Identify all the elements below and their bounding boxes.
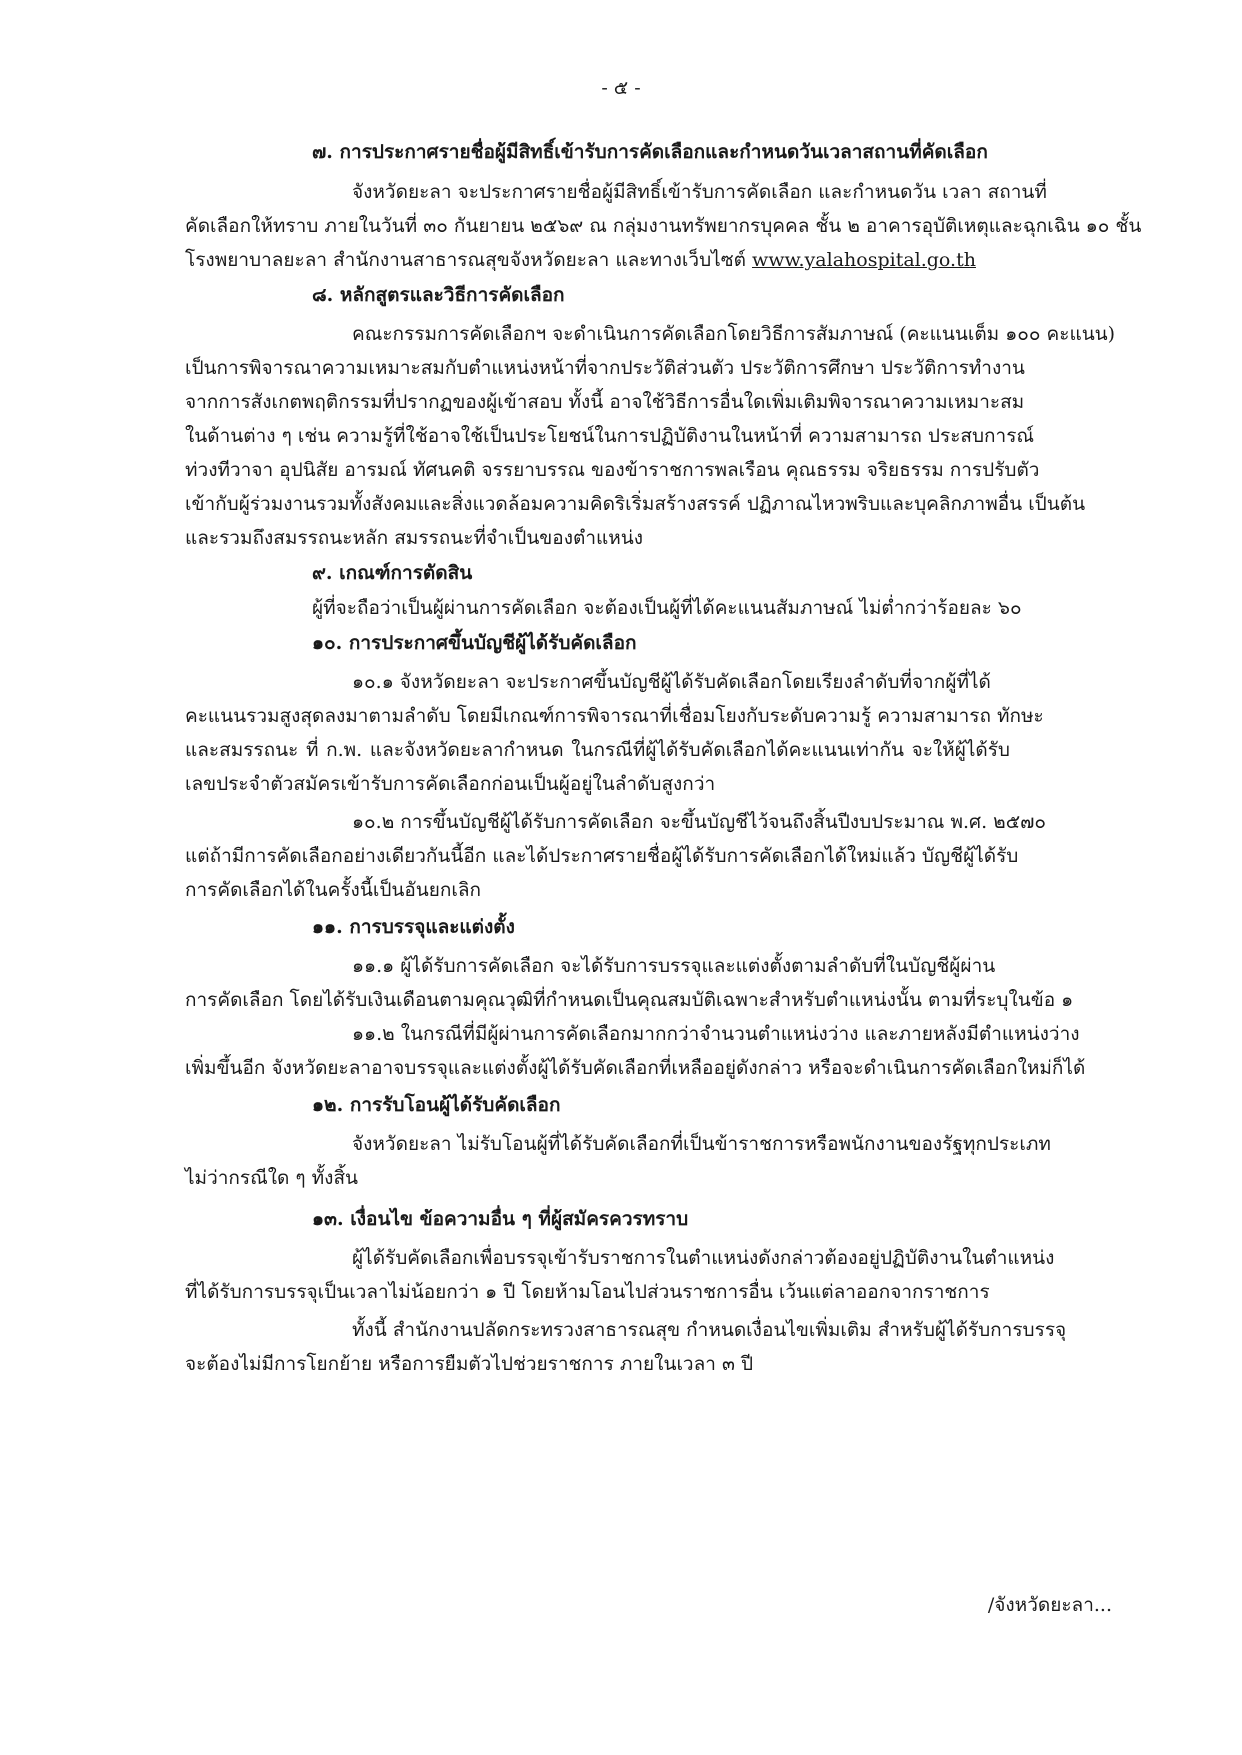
paragraph-line: เป็นการพิจารณาความเหมาะสมกับตำแหน่งหน้าที่จากประวัติส่วนตัว ประวัติการศึกษา ประวัติการทำงาน [185, 357, 1025, 379]
paragraph-line: ท่วงทีวาจา อุปนิสัย อารมณ์ ทัศนคติ จรรยาบรรณ ของข้าราชการพลเรือน คุณธรรม จริยธรรม การปรับตัว [185, 459, 1040, 481]
paragraph-line: เพิ่มขึ้นอีก จังหวัดยะลาอาจบรรจุและแต่งตั้งผู้ได้รับคัดเลือกที่เหลืออยู่ดังกล่าว หรือจะดำเนินการคัดเลือกใหม่ก็ได้ [185, 1057, 1086, 1079]
paragraph-line: ๑๐.๒ การขึ้นบัญชีผู้ได้รับการคัดเลือก จะขึ้นบัญชีไว้จนถึงสิ้นปีงบประมาณ พ.ศ. ๒๕๗๐ [352, 811, 1046, 833]
page-number: - ๕ - [601, 77, 641, 99]
paragraph-line: การคัดเลือกได้ในครั้งนี้เป็นอันยกเลิก [185, 879, 482, 901]
paragraph-line: ๑๐.๑ จังหวัดยะลา จะประกาศขึ้นบัญชีผู้ได้รับคัดเลือกโดยเรียงลำดับที่จากผู้ที่ได้ [352, 671, 991, 693]
paragraph-line: จากการสังเกตพฤติกรรมที่ปรากฏของผู้เข้าสอบ ทั้งนี้ อาจใช้วิธีการอื่นใดเพิ่มเติมพิจารณาความเหมาะสม [185, 391, 1025, 413]
paragraph-line: ผู้ที่จะถือว่าเป็นผู้ผ่านการคัดเลือก จะต้องเป็นผู้ที่ได้คะแนนสัมภาษณ์ ไม่ต่ำกว่าร้อยละ ๖๐ [312, 597, 1022, 619]
paragraph-line: จังหวัดยะลา จะประกาศรายชื่อผู้มีสิทธิ์เข้ารับการคัดเลือก และกำหนดวัน เวลา สถานที่ [352, 181, 1047, 203]
paragraph-line: ทั้งนี้ สำนักงานปลัดกระทรวงสาธารณสุข กำหนดเงื่อนไขเพิ่มเติม สำหรับผู้ได้รับการบรรจุ [352, 1319, 1067, 1341]
paragraph-line: ๑๑.๒ ในกรณีที่มีผู้ผ่านการคัดเลือกมากกว่าจำนวนตำแหน่งว่าง และภายหลังมีตำแหน่งว่าง [352, 1023, 1080, 1045]
continuation-footer: /จังหวัดยะลา... [987, 1594, 1112, 1616]
paragraph-line: คะแนนรวมสูงสุดลงมาตามลำดับ โดยมีเกณฑ์การพิจารณาที่เชื่อมโยงกับระดับความรู้ ความสามารถ ทักษะ [185, 705, 1044, 727]
section-7-heading: ๗. การประกาศรายชื่อผู้มีสิทธิ์เข้ารับการคัดเลือกและกำหนดวันเวลาสถานที่คัดเลือก [312, 141, 988, 163]
paragraph-line: แต่ถ้ามีการคัดเลือกอย่างเดียวกันนี้อีก และได้ประกาศรายชื่อผู้ได้รับการคัดเลือกได้ใหม่แล้ว บัญชีผู้ได้รับ [185, 845, 1019, 867]
paragraph-line: จังหวัดยะลา ไม่รับโอนผู้ที่ได้รับคัดเลือกที่เป็นข้าราชการหรือพนักงานของรัฐทุกประเภท [352, 1133, 1051, 1155]
paragraph-line [185, 240, 976, 280]
paragraph-line: การคัดเลือก โดยได้รับเงินเดือนตามคุณวุฒิที่กำหนดเป็นคุณสมบัติเฉพาะสำหรับตำแหน่งนั้น ตามที่ระบุในข้อ ๑ [185, 989, 1074, 1011]
website-link[interactable]: www.yalahospital.go.th [751, 249, 976, 271]
paragraph-line: และสมรรถนะ ที่ ก.พ. และจังหวัดยะลากำหนด ในกรณีที่ผู้ได้รับคัดเลือกได้คะแนนเท่ากัน จะให้ผู้ได้รับ [185, 739, 1010, 761]
section-9-heading: ๙. เกณฑ์การตัดสิน [312, 562, 473, 584]
paragraph-line: ผู้ได้รับคัดเลือกเพื่อบรรจุเข้ารับราชการในตำแหน่งดังกล่าวต้องอยู่ปฏิบัติงานในตำแหน่ง [352, 1247, 1055, 1269]
paragraph-line: จะต้องไม่มีการโยกย้าย หรือการยืมตัวไปช่วยราชการ ภายในเวลา ๓ ปี [185, 1353, 754, 1375]
section-8-heading: ๘. หลักสูตรและวิธีการคัดเลือก [312, 284, 565, 306]
section-10-heading: ๑๐. การประกาศขึ้นบัญชีผู้ได้รับคัดเลือก [312, 632, 637, 654]
paragraph-line: เข้ากับผู้ร่วมงานรวมทั้งสังคมและสิ่งแวดล้อมความคิดริเริ่มสร้างสรรค์ ปฏิภาณไหวพริบและบุคลิกภาพอื่น เป็นต้น [185, 493, 1086, 515]
section-13-heading: ๑๓. เงื่อนไข ข้อความอื่น ๆ ที่ผู้สมัครควรทราบ [312, 1208, 689, 1230]
paragraph-text: โรงพยาบาลยะลา สำนักงานสาธารณสุขจังหวัดยะลา และทางเว็บไซต์ [185, 249, 746, 271]
paragraph-line: ๑๑.๑ ผู้ได้รับการคัดเลือก จะได้รับการบรรจุและแต่งตั้งตามลำดับที่ในบัญชีผู้ผ่าน [352, 955, 996, 977]
section-12-heading: ๑๒. การรับโอนผู้ได้รับคัดเลือก [312, 1094, 561, 1116]
paragraph-line: ที่ได้รับการบรรจุเป็นเวลาไม่น้อยกว่า ๑ ปี โดยห้ามโอนไปส่วนราชการอื่น เว้นแต่ลาออกจากราชการ [185, 1281, 990, 1303]
paragraph-line: คณะกรรมการคัดเลือกฯ จะดำเนินการคัดเลือกโดยวิธีการสัมภาษณ์ (คะแนนเต็ม ๑๐๐ คะแนน) [352, 323, 1116, 345]
paragraph-line: คัดเลือกให้ทราบ ภายในวันที่ ๓๐ กันยายน ๒๕๖๙ ณ กลุ่มงานทรัพยากรบุคคล ชั้น ๒ อาคารอุบัติเหตุและฉุกเฉิน ๑๐ ชั้น [185, 215, 1142, 237]
paragraph-line: เลขประจำตัวสมัครเข้ารับการคัดเลือกก่อนเป็นผู้อยู่ในลำดับสูงกว่า [185, 773, 716, 795]
paragraph-line: ไม่ว่ากรณีใด ๆ ทั้งสิ้น [185, 1167, 359, 1189]
section-11-heading: ๑๑. การบรรจุและแต่งตั้ง [312, 916, 515, 938]
paragraph-line: ในด้านต่าง ๆ เช่น ความรู้ที่ใช้อาจใช้เป็นประโยชน์ในการปฏิบัติงานในหน้าที่ ความสามารถ ประสบการณ์ [185, 425, 1035, 447]
paragraph-line: และรวมถึงสมรรถนะหลัก สมรรถนะที่จำเป็นของตำแหน่ง [185, 527, 644, 549]
